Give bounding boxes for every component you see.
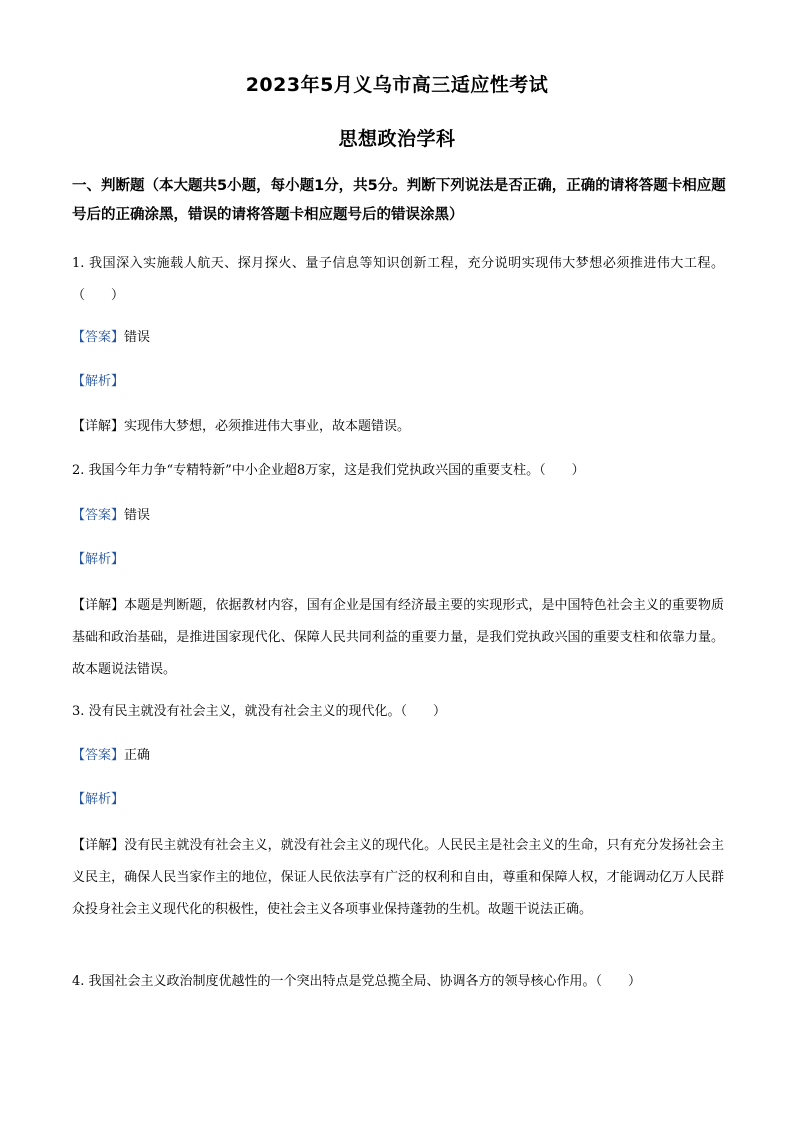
- answer-label: 【答案】: [72, 330, 125, 345]
- question-3-stem: 3. 没有民主就没有社会主义，就没有社会主义的现代化。（ ）: [72, 704, 447, 719]
- question-2-detail: [72, 590, 724, 686]
- analysis-label: 【解析】: [72, 552, 125, 567]
- detail-label: 【详解】: [72, 598, 125, 613]
- exam-title: 2023年5月义乌市高三适应性考试: [245, 74, 549, 96]
- question-1-stem: 1. 我国深入实施载人航天、探月探火、量子信息等知识创新工程，充分说明实现伟大梦想必须推进伟大工程。（ ）: [72, 256, 724, 303]
- answer-value: 错误: [124, 508, 151, 523]
- question-2-answer: [72, 502, 732, 530]
- analysis-label: 【解析】: [72, 792, 125, 807]
- question-4-stem: 4. 我国社会主义政治制度优越性的一个突出特点是党总揽全局、协调各方的领导核心作用。（ ）: [72, 974, 642, 989]
- subject-title: 思想政治学科: [338, 128, 456, 150]
- analysis-label: 【解析】: [72, 374, 125, 389]
- section-heading: 一、判断题（本大题共5小题，每小题1分，共5分。判断下列说法是否正确，正确的请将答题卡相应题号后的正确涂黑，错误的请将答题卡相应题号后的错误涂黑）: [72, 178, 726, 223]
- detail-text: 没有民主就没有社会主义，就没有社会主义的现代化。人民民主是社会主义的生命，只有充分发扬社会主义民主，确保人民当家作主的地位，保证人民依法享有广泛的权利和自由，尊重和保障人权，才能调动亿万人民群众投身社会主义现代化的积极性，使社会主义各项事业保持蓬勃的生机。故题干说法正确。: [72, 838, 724, 917]
- question-1-detail: [72, 413, 732, 441]
- question-2-stem: 2. 我国今年力争“专精特新”中小企业超8万家，这是我们党执政兴国的重要支柱。（ ）: [72, 463, 585, 478]
- answer-label: 【答案】: [72, 748, 125, 763]
- answer-value: 正确: [124, 748, 151, 763]
- detail-label: 【详解】: [72, 838, 125, 853]
- answer-value: 错误: [124, 330, 151, 345]
- question-1-answer: [72, 324, 732, 352]
- question-2-analysis: [72, 546, 732, 574]
- question-3-answer: [72, 742, 732, 770]
- detail-text: 实现伟大梦想，必须推进伟大事业，故本题错误。: [124, 419, 411, 434]
- detail-label: 【详解】: [72, 419, 125, 434]
- question-1-analysis: [72, 368, 732, 396]
- question-3-detail: [72, 830, 724, 926]
- answer-label: 【答案】: [72, 508, 125, 523]
- question-3-analysis: [72, 786, 732, 814]
- detail-text: 本题是判断题，依据教材内容，国有企业是国有经济最主要的实现形式，是中国特色社会主义的重要物质基础和政治基础，是推进国家现代化、保障人民共同利益的重要力量，是我们党执政兴国的重要支柱和依靠力量。故本题说法错误。: [72, 598, 724, 677]
